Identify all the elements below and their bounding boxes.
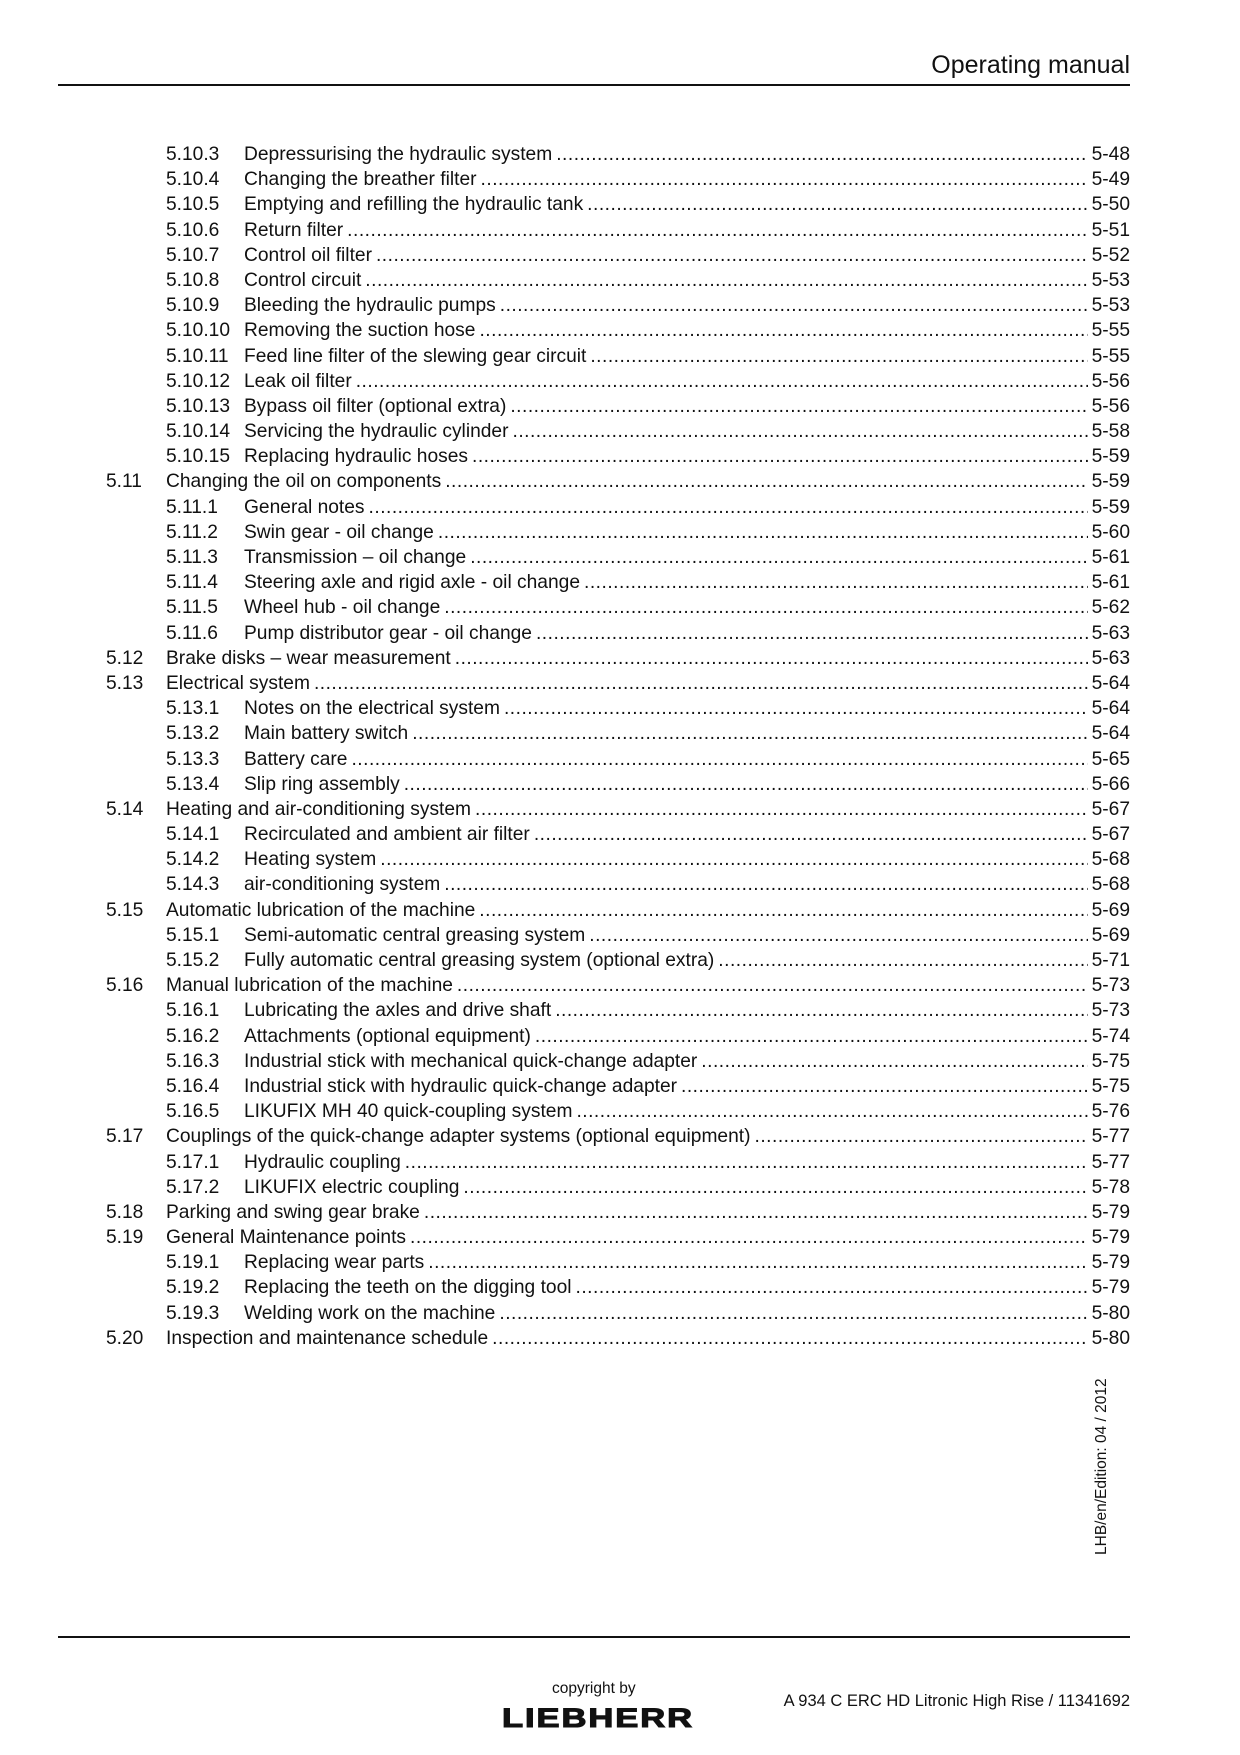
toc-subsection-entry[interactable]	[58, 1150, 1130, 1175]
toc-entry-page: 5-71	[1091, 950, 1130, 971]
toc-entry-page: 5-76	[1091, 1101, 1130, 1123]
toc-entry-number: 5.11.1	[166, 496, 218, 518]
toc-entry-line	[244, 293, 1130, 318]
toc-subsection-entry[interactable]	[58, 218, 1130, 243]
toc-entry-page: 5-59	[1091, 446, 1130, 468]
toc-entry-line	[244, 1024, 1130, 1049]
toc-entry-page: 5-61	[1091, 572, 1130, 594]
toc-leader-dots	[314, 671, 1088, 696]
toc-entry-page: 5-61	[1091, 547, 1130, 568]
toc-entry-title: Changing the oil on components	[166, 471, 442, 493]
toc-leader-dots	[428, 1250, 1087, 1275]
toc-entry-page: 5-69	[1091, 924, 1130, 946]
toc-entry-number: 5.13.3	[166, 748, 220, 770]
toc-entry-page: 5-65	[1091, 748, 1130, 770]
toc-entry-page: 5-77	[1091, 1126, 1130, 1148]
toc-subsection-entry[interactable]	[58, 1175, 1130, 1200]
toc-entry-number: 5.15.2	[166, 950, 220, 971]
toc-entry-number: 5.16.5	[166, 1101, 220, 1123]
toc-leader-dots	[587, 192, 1087, 217]
toc-subsection-entry[interactable]	[58, 696, 1130, 721]
toc-subsection-entry[interactable]	[58, 394, 1130, 419]
toc-entry-line	[244, 1175, 1130, 1200]
toc-entry-line	[244, 419, 1130, 444]
toc-entry-title: Main battery switch	[244, 723, 409, 745]
toc-subsection-entry[interactable]	[58, 167, 1130, 192]
toc-section-entry[interactable]	[58, 646, 1130, 671]
toc-entry-page: 5-48	[1091, 144, 1130, 165]
toc-leader-dots	[718, 948, 1087, 973]
toc-entry-number: 5.16	[106, 975, 144, 997]
toc-subsection-entry[interactable]	[58, 344, 1130, 369]
toc-leader-dots	[492, 1326, 1087, 1351]
toc-subsection-entry[interactable]	[58, 747, 1130, 772]
toc-leader-dots	[351, 747, 1087, 772]
toc-entry-title: Pump distributor gear - oil change	[244, 622, 532, 644]
page-header-title: Operating manual	[931, 51, 1130, 79]
toc-entry-title: Control oil filter	[244, 244, 372, 266]
header-divider	[58, 84, 1130, 86]
toc-entry-title: Attachments (optional equipment)	[244, 1025, 531, 1047]
toc-subsection-entry[interactable]	[58, 545, 1130, 570]
toc-entry-title: LIKUFIX MH 40 quick-coupling system	[244, 1101, 573, 1123]
toc-entry-line	[244, 142, 1130, 167]
toc-leader-dots	[405, 1150, 1088, 1175]
toc-entry-number: 5.13.2	[166, 723, 220, 745]
toc-entry-title: Couplings of the quick-change adapter systems (optional equipment)	[166, 1126, 751, 1148]
toc-entry-line	[244, 192, 1130, 217]
toc-leader-dots	[365, 268, 1087, 293]
toc-subsection-entry[interactable]	[58, 1250, 1130, 1275]
toc-entry-number: 5.11.5	[166, 597, 218, 619]
toc-entry-title: Fully automatic central greasing system (optional extra)	[244, 950, 715, 971]
toc-entry-page: 5-50	[1091, 194, 1130, 216]
toc-entry-line	[166, 1326, 1130, 1351]
toc-entry-line	[244, 1049, 1130, 1074]
toc-entry-page: 5-56	[1091, 395, 1130, 417]
toc-section-entry[interactable]	[58, 671, 1130, 696]
toc-entry-title: Automatic lubrication of the machine	[166, 899, 476, 921]
toc-section-entry[interactable]	[58, 469, 1130, 494]
toc-entry-line	[244, 545, 1130, 570]
toc-entry-line	[244, 998, 1130, 1023]
toc-leader-dots	[424, 1200, 1088, 1225]
toc-subsection-entry[interactable]	[58, 772, 1130, 797]
toc-entry-page: 5-73	[1091, 975, 1130, 997]
toc-entry-title: Replacing wear parts	[244, 1252, 425, 1274]
toc-entry-line	[244, 1301, 1130, 1326]
toc-entry-line	[244, 344, 1130, 369]
toc-subsection-entry[interactable]	[58, 318, 1130, 343]
toc-entry-page: 5-51	[1091, 219, 1130, 241]
toc-subsection-entry[interactable]	[58, 998, 1130, 1023]
toc-entry-line	[166, 973, 1130, 998]
toc-leader-dots	[479, 318, 1087, 343]
toc-entry-line	[244, 243, 1130, 268]
toc-entry-line	[244, 318, 1130, 343]
toc-leader-dots	[481, 167, 1088, 192]
toc-entry-title: Welding work on the machine	[244, 1302, 496, 1324]
toc-leader-dots	[589, 923, 1087, 948]
toc-entry-number: 5.17.1	[166, 1151, 220, 1173]
toc-entry-line	[244, 1074, 1130, 1099]
toc-entry-line	[244, 1099, 1130, 1124]
toc-entry-line	[244, 872, 1130, 897]
toc-entry-number: 5.20	[106, 1327, 144, 1349]
toc-entry-number: 5.10.6	[166, 219, 220, 241]
toc-leader-dots	[475, 797, 1088, 822]
toc-leader-dots	[504, 696, 1088, 721]
toc-entry-page: 5-78	[1091, 1176, 1130, 1198]
toc-entry-title: Lubricating the axles and drive shaft	[244, 1000, 552, 1022]
edition-note: LHB/en/Edition: 04 / 2012	[1093, 1378, 1110, 1555]
toc-leader-dots	[356, 369, 1088, 394]
toc-entry-number: 5.17.2	[166, 1176, 220, 1198]
toc-entry-line	[244, 948, 1130, 973]
toc-entry-page: 5-67	[1091, 798, 1130, 820]
toc-entry-line	[244, 621, 1130, 646]
toc-entry-title: Swin gear - oil change	[244, 521, 434, 543]
toc-leader-dots	[404, 772, 1088, 797]
toc-entry-page: 5-79	[1091, 1252, 1130, 1274]
toc-subsection-entry[interactable]	[58, 570, 1130, 595]
toc-entry-page: 5-64	[1091, 723, 1130, 745]
toc-leader-dots	[536, 621, 1088, 646]
toc-entry-page: 5-49	[1091, 169, 1130, 191]
toc-entry-title: Slip ring assembly	[244, 773, 400, 795]
toc-entry-number: 5.16.4	[166, 1075, 220, 1097]
toc-entry-page: 5-59	[1091, 471, 1130, 493]
toc-entry-line	[244, 721, 1130, 746]
toc-entry-page: 5-66	[1091, 773, 1130, 795]
toc-entry-page: 5-64	[1091, 698, 1130, 720]
toc-entry-number: 5.14.2	[166, 849, 220, 871]
toc-section-entry[interactable]	[58, 973, 1130, 998]
toc-entry-line	[244, 747, 1130, 772]
toc-leader-dots	[576, 1099, 1087, 1124]
toc-entry-page: 5-73	[1091, 1000, 1130, 1022]
toc-entry-title: Replacing hydraulic hoses	[244, 446, 468, 468]
toc-entry-title: Transmission – oil change	[244, 547, 467, 568]
toc-entry-number: 5.14.1	[166, 824, 220, 846]
toc-entry-line	[244, 268, 1130, 293]
toc-entry-number: 5.10.5	[166, 194, 220, 216]
toc-entry-title: Emptying and refilling the hydraulic tank	[244, 194, 584, 216]
toc-subsection-entry[interactable]	[58, 1275, 1130, 1300]
toc-entry-number: 5.12	[106, 647, 144, 669]
toc-entry-page: 5-69	[1091, 899, 1130, 921]
toc-entry-number: 5.10.12	[166, 370, 231, 392]
toc-entry-number: 5.10.15	[166, 446, 231, 468]
toc-entry-page: 5-80	[1091, 1327, 1130, 1349]
toc-entry-line	[244, 570, 1130, 595]
toc-entry-page: 5-63	[1091, 647, 1130, 669]
toc-entry-page: 5-63	[1091, 622, 1130, 644]
toc-leader-dots	[444, 872, 1087, 897]
toc-subsection-entry[interactable]	[58, 520, 1130, 545]
toc-section-entry[interactable]	[58, 1200, 1130, 1225]
toc-entry-number: 5.13	[106, 672, 144, 694]
toc-leader-dots	[500, 293, 1088, 318]
toc-leader-dots	[479, 898, 1087, 923]
toc-leader-dots	[556, 142, 1087, 167]
toc-entry-title: Battery care	[244, 748, 348, 770]
toc-subsection-entry[interactable]	[58, 872, 1130, 897]
toc-entry-line	[244, 394, 1130, 419]
toc-entry-page: 5-64	[1091, 672, 1130, 694]
toc-entry-line	[244, 772, 1130, 797]
toc-subsection-entry[interactable]	[58, 192, 1130, 217]
toc-leader-dots	[455, 646, 1088, 671]
document-id: A 934 C ERC HD Litronic High Rise / 11341692	[783, 1692, 1130, 1710]
toc-entry-page: 5-62	[1091, 597, 1130, 619]
toc-leader-dots	[444, 595, 1087, 620]
toc-entry-number: 5.11.2	[166, 521, 218, 543]
toc-entry-title: Notes on the electrical system	[244, 698, 500, 720]
toc-entry-number: 5.16.3	[166, 1050, 220, 1072]
toc-entry-page: 5-55	[1091, 345, 1130, 367]
toc-entry-number: 5.11.3	[166, 547, 218, 568]
toc-entry-line	[244, 1275, 1130, 1300]
toc-subsection-entry[interactable]	[58, 595, 1130, 620]
toc-leader-dots	[376, 243, 1088, 268]
toc-entry-number: 5.16.1	[166, 1000, 220, 1022]
toc-entry-number: 5.10.14	[166, 421, 231, 443]
toc-entry-line	[244, 923, 1130, 948]
toc-entry-title: Parking and swing gear brake	[166, 1201, 420, 1223]
liebherr-logo	[500, 1702, 696, 1732]
toc-entry-title: Industrial stick with hydraulic quick-change adapter	[244, 1075, 678, 1097]
toc-leader-dots	[512, 419, 1087, 444]
footer-divider	[58, 1636, 1130, 1638]
toc-leader-dots	[510, 394, 1087, 419]
toc-leader-dots	[438, 520, 1088, 545]
toc-entry-title: LIKUFIX electric coupling	[244, 1176, 460, 1198]
toc-entry-title: Hydraulic coupling	[244, 1151, 401, 1173]
toc-entry-line	[244, 495, 1130, 520]
toc-entry-title: General Maintenance points	[166, 1227, 406, 1249]
toc-subsection-entry[interactable]	[58, 847, 1130, 872]
toc-entry-line	[166, 898, 1130, 923]
toc-entry-line	[244, 1150, 1130, 1175]
toc-entry-title: Industrial stick with mechanical quick-change adapter	[244, 1050, 698, 1072]
toc-entry-line	[244, 520, 1130, 545]
toc-entry-line	[244, 696, 1130, 721]
toc-entry-number: 5.10.4	[166, 169, 220, 191]
toc-entry-page: 5-67	[1091, 824, 1130, 846]
toc-entry-line	[244, 369, 1130, 394]
toc-leader-dots	[445, 469, 1087, 494]
toc-leader-dots	[499, 1301, 1087, 1326]
toc-entry-page: 5-80	[1091, 1302, 1130, 1324]
toc-entry-number: 5.14	[106, 798, 144, 820]
toc-section-entry[interactable]	[58, 797, 1130, 822]
toc-leader-dots	[535, 1024, 1088, 1049]
toc-entry-page: 5-58	[1091, 421, 1130, 443]
toc-entry-number: 5.10.11	[166, 345, 229, 367]
toc-entry-page: 5-59	[1091, 496, 1130, 518]
toc-entry-title: General notes	[244, 496, 365, 518]
toc-leader-dots	[555, 998, 1087, 1023]
toc-entry-page: 5-74	[1091, 1025, 1130, 1047]
toc-entry-number: 5.11	[106, 471, 142, 493]
toc-entry-number: 5.10.13	[166, 395, 231, 417]
toc-entry-title: Heating system	[244, 849, 377, 871]
toc-entry-title: Feed line filter of the slewing gear circuit	[244, 345, 587, 367]
toc-subsection-entry[interactable]	[58, 142, 1130, 167]
toc-entry-number: 5.10.3	[166, 144, 220, 165]
toc-entry-page: 5-77	[1091, 1151, 1130, 1173]
toc-entry-page: 5-75	[1091, 1050, 1130, 1072]
toc-entry-line	[166, 646, 1130, 671]
table-of-contents	[58, 142, 1130, 1351]
toc-entry-title: Bleeding the hydraulic pumps	[244, 295, 496, 317]
toc-subsection-entry[interactable]	[58, 1099, 1130, 1124]
toc-subsection-entry[interactable]	[58, 1049, 1130, 1074]
toc-subsection-entry[interactable]	[58, 268, 1130, 293]
toc-subsection-entry[interactable]	[58, 495, 1130, 520]
toc-entry-title: Semi-automatic central greasing system	[244, 924, 586, 946]
toc-subsection-entry[interactable]	[58, 822, 1130, 847]
toc-entry-number: 5.19.1	[166, 1252, 220, 1274]
toc-entry-line	[166, 797, 1130, 822]
toc-entry-number: 5.10.9	[166, 295, 220, 317]
toc-entry-number: 5.18	[106, 1201, 144, 1223]
toc-leader-dots	[534, 822, 1088, 847]
toc-entry-title: Electrical system	[166, 672, 310, 694]
toc-leader-dots	[576, 1275, 1088, 1300]
toc-entry-number: 5.13.4	[166, 773, 220, 795]
toc-entry-number: 5.11.4	[166, 572, 218, 594]
toc-entry-title: Leak oil filter	[244, 370, 352, 392]
toc-entry-number: 5.14.3	[166, 874, 220, 896]
toc-entry-line	[166, 469, 1130, 494]
toc-leader-dots	[470, 545, 1087, 570]
toc-subsection-entry[interactable]	[58, 369, 1130, 394]
toc-leader-dots	[369, 495, 1088, 520]
toc-entry-number: 5.10.10	[166, 320, 231, 342]
toc-entry-page: 5-79	[1091, 1277, 1130, 1299]
toc-entry-number: 5.17	[106, 1126, 144, 1148]
toc-entry-line	[166, 671, 1130, 696]
toc-subsection-entry[interactable]	[58, 243, 1130, 268]
toc-entry-line	[166, 1200, 1130, 1225]
toc-entry-title: Changing the breather filter	[244, 169, 477, 191]
toc-section-entry[interactable]	[58, 898, 1130, 923]
toc-entry-title: air-conditioning system	[244, 874, 441, 896]
toc-entry-number: 5.19.2	[166, 1277, 220, 1299]
copyright-label: copyright by	[552, 1680, 636, 1697]
toc-entry-page: 5-55	[1091, 320, 1130, 342]
toc-entry-number: 5.15.1	[166, 924, 220, 946]
toc-entry-title: Control circuit	[244, 269, 362, 291]
toc-entry-line	[244, 595, 1130, 620]
toc-entry-title: Heating and air-conditioning system	[166, 798, 472, 820]
toc-subsection-entry[interactable]	[58, 293, 1130, 318]
toc-leader-dots	[755, 1124, 1088, 1149]
toc-entry-line	[244, 167, 1130, 192]
toc-leader-dots	[380, 847, 1087, 872]
toc-entry-line	[244, 218, 1130, 243]
toc-leader-dots	[701, 1049, 1087, 1074]
toc-entry-title: Servicing the hydraulic cylinder	[244, 421, 509, 443]
toc-entry-number: 5.13.1	[166, 698, 220, 720]
toc-entry-number: 5.10.7	[166, 244, 220, 266]
toc-subsection-entry[interactable]	[58, 721, 1130, 746]
svg-text:LIEBHERR: LIEBHERR	[502, 1703, 694, 1732]
toc-subsection-entry[interactable]	[58, 1024, 1130, 1049]
toc-entry-title: Replacing the teeth on the digging tool	[244, 1277, 572, 1299]
toc-entry-page: 5-68	[1091, 874, 1130, 896]
toc-entry-page: 5-53	[1091, 295, 1130, 317]
toc-leader-dots	[681, 1074, 1088, 1099]
toc-entry-page: 5-68	[1091, 849, 1130, 871]
toc-entry-number: 5.19	[106, 1227, 144, 1249]
toc-subsection-entry[interactable]	[58, 419, 1130, 444]
toc-entry-line	[244, 847, 1130, 872]
toc-entry-number: 5.19.3	[166, 1302, 220, 1324]
toc-entry-title: Return filter	[244, 219, 344, 241]
toc-subsection-entry[interactable]	[58, 1301, 1130, 1326]
toc-entry-line	[166, 1124, 1130, 1149]
toc-entry-title: Depressurising the hydraulic system	[244, 144, 553, 165]
toc-leader-dots	[584, 570, 1088, 595]
toc-subsection-entry[interactable]	[58, 923, 1130, 948]
toc-subsection-entry[interactable]	[58, 948, 1130, 973]
toc-leader-dots	[410, 1225, 1088, 1250]
toc-entry-number: 5.11.6	[166, 622, 218, 644]
toc-leader-dots	[457, 973, 1088, 998]
toc-entry-page: 5-60	[1091, 521, 1130, 543]
toc-entry-line	[166, 1225, 1130, 1250]
toc-entry-page: 5-75	[1091, 1075, 1130, 1097]
toc-entry-title: Manual lubrication of the machine	[166, 975, 453, 997]
toc-subsection-entry[interactable]	[58, 444, 1130, 469]
toc-subsection-entry[interactable]	[58, 1074, 1130, 1099]
toc-entry-line	[244, 444, 1130, 469]
toc-entry-title: Inspection and maintenance schedule	[166, 1327, 489, 1349]
toc-entry-title: Removing the suction hose	[244, 320, 476, 342]
toc-leader-dots	[590, 344, 1087, 369]
toc-entry-line	[244, 1250, 1130, 1275]
toc-entry-page: 5-52	[1091, 244, 1130, 266]
toc-section-entry[interactable]	[58, 1225, 1130, 1250]
toc-entry-title: Steering axle and rigid axle - oil change	[244, 572, 580, 594]
toc-section-entry[interactable]	[58, 1326, 1130, 1351]
toc-entry-page: 5-79	[1091, 1201, 1130, 1223]
toc-entry-title: Bypass oil filter (optional extra)	[244, 395, 507, 417]
toc-entry-line	[244, 822, 1130, 847]
toc-entry-page: 5-53	[1091, 269, 1130, 291]
toc-leader-dots	[347, 218, 1087, 243]
toc-entry-page: 5-56	[1091, 370, 1130, 392]
toc-entry-number: 5.16.2	[166, 1025, 220, 1047]
toc-entry-title: Brake disks – wear measurement	[166, 647, 451, 669]
toc-subsection-entry[interactable]	[58, 621, 1130, 646]
toc-section-entry[interactable]	[58, 1124, 1130, 1149]
toc-entry-page: 5-79	[1091, 1227, 1130, 1249]
toc-entry-title: Wheel hub - oil change	[244, 597, 441, 619]
toc-entry-number: 5.15	[106, 899, 144, 921]
toc-leader-dots	[472, 444, 1088, 469]
toc-leader-dots	[412, 721, 1087, 746]
toc-entry-title: Recirculated and ambient air filter	[244, 824, 530, 846]
toc-entry-number: 5.10.8	[166, 269, 220, 291]
toc-leader-dots	[463, 1175, 1087, 1200]
